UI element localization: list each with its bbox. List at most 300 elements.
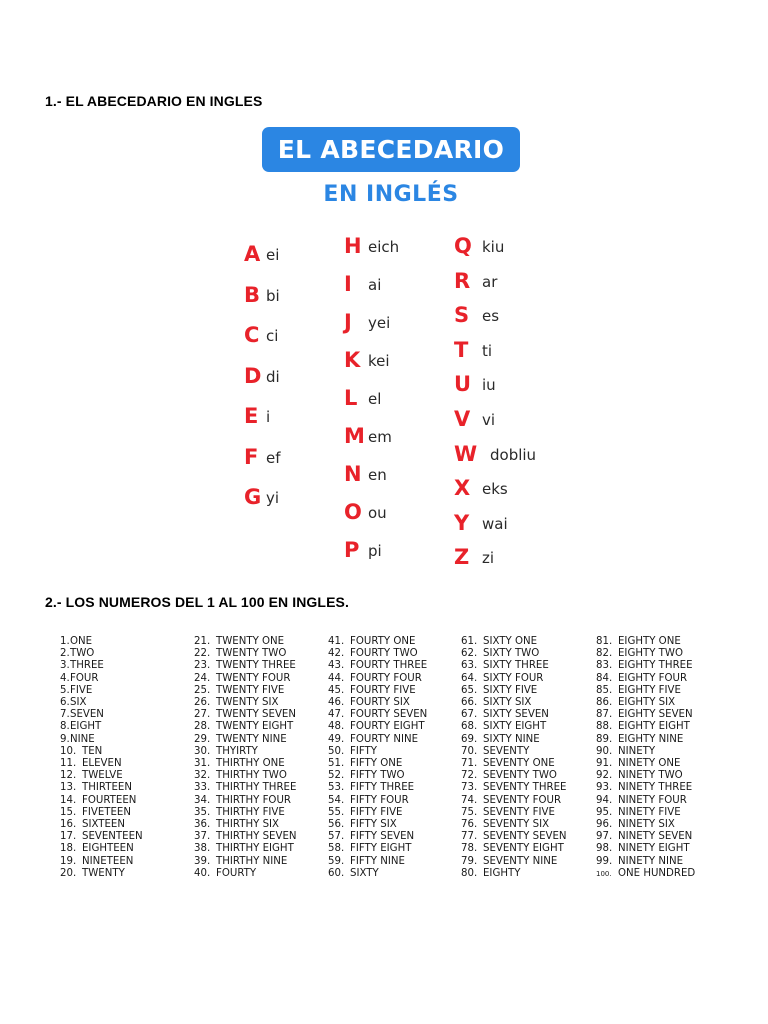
number-word: FOURTY TWO <box>350 648 418 660</box>
letter-glyph: J <box>344 310 352 334</box>
letter-glyph: E <box>244 404 259 428</box>
number-word: TWENTY TWO <box>216 648 287 660</box>
number-entry <box>596 721 690 733</box>
number-word: SEVENTY <box>483 745 530 757</box>
number-word: FIFTY ONE <box>350 758 403 769</box>
number-entry <box>60 868 125 880</box>
number-entry <box>328 697 410 709</box>
number-digit: 94. <box>596 794 613 806</box>
number-digit: 17. <box>60 831 77 843</box>
number-word: NINE <box>70 733 95 745</box>
number-word: THIRTEEN <box>82 782 132 794</box>
number-word: SIXTEEN <box>82 819 125 830</box>
number-entry <box>328 819 397 831</box>
number-entry <box>194 770 287 782</box>
number-word: ONE HUNDRED <box>618 867 696 879</box>
number-digit: 69. <box>461 733 478 745</box>
number-entry <box>194 673 290 685</box>
number-entry <box>328 709 427 721</box>
letter-glyph: G <box>244 485 262 509</box>
number-word: NINETY FOUR <box>618 794 687 806</box>
number-entry <box>194 721 293 733</box>
number-word: SEVENTY THREE <box>483 782 567 794</box>
number-word: THREE <box>70 660 104 672</box>
letter-pronunciation: el <box>368 390 382 408</box>
number-entry <box>194 843 294 855</box>
number-digit: 72. <box>461 770 478 782</box>
number-word: FIFTY SEVEN <box>350 831 415 843</box>
letter-glyph: O <box>344 500 362 524</box>
number-entry <box>194 819 279 831</box>
number-word: NINETY SEVEN <box>618 831 693 843</box>
number-digit: 97. <box>596 831 613 843</box>
number-entry <box>596 868 695 880</box>
number-entry <box>60 660 104 672</box>
number-digit: 60. <box>328 867 345 879</box>
number-word: SIXTY FOUR <box>483 672 544 684</box>
number-entry <box>60 770 123 782</box>
number-digit: 81. <box>596 636 613 647</box>
number-word: FIFTY TWO <box>350 770 405 782</box>
number-digit: 32. <box>194 770 211 782</box>
number-digit: 37. <box>194 831 211 843</box>
number-entry <box>596 856 683 868</box>
number-digit: 8. <box>60 721 70 733</box>
letter-pronunciation: kiu <box>482 238 505 256</box>
number-word: SIXTY SIX <box>483 697 532 708</box>
number-entry <box>328 782 414 794</box>
letter-pronunciation: yei <box>368 314 391 332</box>
number-digit: 34. <box>194 794 211 806</box>
alphabet-image-title: EL ABECEDARIO <box>262 127 520 172</box>
number-digit: 5. <box>60 684 70 696</box>
number-entry <box>60 746 102 758</box>
letter-pronunciation: ou <box>368 504 387 522</box>
number-digit: 7. <box>60 709 70 721</box>
number-digit: 21. <box>194 636 211 647</box>
number-digit: 19. <box>60 855 77 867</box>
number-word: TWENTY <box>82 867 125 879</box>
number-word: ONE <box>70 636 93 647</box>
number-word: SEVENTY ONE <box>483 758 555 769</box>
number-digit: 57. <box>328 831 345 843</box>
number-digit: 87. <box>596 709 613 721</box>
number-digit: 9. <box>60 733 70 745</box>
number-digit: 55. <box>328 806 345 818</box>
number-digit: 54. <box>328 794 345 806</box>
letter-glyph: R <box>454 268 471 293</box>
number-word: FOURTY FOUR <box>350 672 422 684</box>
number-entry <box>194 795 291 807</box>
number-word: TWENTY FIVE <box>216 684 285 696</box>
number-entry <box>194 697 279 709</box>
letter-glyph: K <box>344 348 361 372</box>
number-entry <box>328 721 425 733</box>
number-entry <box>194 831 297 843</box>
letter-glyph: S <box>454 303 470 328</box>
number-digit: 4. <box>60 672 70 684</box>
number-entry <box>461 673 543 685</box>
letter-pronunciation: pi <box>368 542 382 560</box>
number-word: SEVENTY NINE <box>483 855 558 867</box>
number-entry <box>461 843 564 855</box>
number-word: SEVENTY SIX <box>483 819 550 830</box>
number-word: FIFTY SIX <box>350 819 397 830</box>
number-entry <box>60 758 122 770</box>
number-word: FOURTY SIX <box>350 697 410 708</box>
number-entry <box>596 636 681 648</box>
number-word: SIXTY SEVEN <box>483 709 549 721</box>
number-entry <box>461 660 549 672</box>
letter-glyph: P <box>344 538 360 562</box>
number-digit: 71. <box>461 758 478 769</box>
number-digit: 27. <box>194 709 211 721</box>
number-entry <box>194 856 287 868</box>
letter-pronunciation: ei <box>266 246 280 264</box>
number-entry <box>328 795 409 807</box>
number-entry <box>461 709 549 721</box>
number-word: FOURTY THREE <box>350 660 428 672</box>
number-entry <box>596 831 692 843</box>
number-entry <box>60 648 94 660</box>
number-entry <box>194 746 258 758</box>
number-word: TWENTY NINE <box>216 733 287 745</box>
number-entry <box>328 868 379 880</box>
number-digit: 75. <box>461 806 478 818</box>
number-entry <box>461 697 531 709</box>
number-entry <box>461 782 566 794</box>
letter-glyph: A <box>244 242 261 266</box>
number-entry <box>194 648 286 660</box>
number-entry <box>194 709 296 721</box>
number-digit: 35. <box>194 806 211 818</box>
number-entry <box>596 746 655 758</box>
number-word: SIXTY NINE <box>483 733 540 745</box>
letter-pronunciation: ci <box>266 327 279 345</box>
number-entry <box>194 758 285 770</box>
number-digit: 33. <box>194 782 211 794</box>
number-word: SIXTY EIGHT <box>483 721 547 733</box>
number-word: SEVENTY FIVE <box>483 806 555 818</box>
number-digit: 84. <box>596 672 613 684</box>
number-word: EIGHTY TWO <box>618 648 683 660</box>
number-word: EIGHTEEN <box>82 843 134 855</box>
number-entry <box>60 709 104 721</box>
letter-pronunciation: kei <box>368 352 390 370</box>
number-digit: 49. <box>328 733 345 745</box>
number-digit: 14. <box>60 794 77 806</box>
number-digit: 2. <box>60 648 70 660</box>
letter-pronunciation: es <box>482 307 500 326</box>
number-digit: 42. <box>328 648 345 660</box>
number-digit: 58. <box>328 843 345 855</box>
number-word: THYIRTY <box>216 745 258 757</box>
letter-glyph: D <box>244 363 262 388</box>
number-word: FOURTEEN <box>82 794 137 806</box>
number-entry <box>194 782 296 794</box>
number-word: FOURTY ONE <box>350 636 416 647</box>
number-word: TEN <box>82 745 103 757</box>
number-entry <box>60 636 92 648</box>
number-digit: 90. <box>596 745 613 757</box>
number-entry <box>461 758 555 770</box>
number-word: THIRTHY ONE <box>216 758 285 769</box>
number-entry <box>596 709 693 721</box>
number-word: SEVENTEEN <box>82 831 143 843</box>
number-word: EIGHTY NINE <box>618 733 684 745</box>
number-word: SIXTY THREE <box>483 660 549 672</box>
number-word: TWENTY EIGHT <box>216 721 294 733</box>
number-entry <box>328 807 403 819</box>
number-digit: 13. <box>60 782 77 794</box>
letter-pronunciation: ef <box>266 448 281 467</box>
alphabet-image <box>236 122 536 577</box>
number-word: EIGHT <box>70 721 102 733</box>
number-digit: 12. <box>60 770 77 782</box>
number-digit: 92. <box>596 770 613 782</box>
number-entry <box>194 734 287 746</box>
number-entry <box>461 807 555 819</box>
number-digit: 53. <box>328 782 345 794</box>
letter-pronunciation: dobliu <box>490 445 537 464</box>
number-entry <box>60 856 133 868</box>
letter-pronunciation: en <box>368 466 387 484</box>
number-digit: 6. <box>60 697 70 708</box>
number-digit: 77. <box>461 831 478 843</box>
letter-pronunciation: bi <box>266 286 280 305</box>
number-entry <box>596 758 680 770</box>
number-word: EIGHTY EIGHT <box>618 721 690 733</box>
number-entry <box>461 734 540 746</box>
number-entry <box>461 685 537 697</box>
number-entry <box>596 807 681 819</box>
number-digit: 86. <box>596 697 613 708</box>
number-entry <box>194 660 296 672</box>
number-entry <box>60 697 86 709</box>
number-word: NINETY NINE <box>618 855 684 867</box>
number-word: NINETY EIGHT <box>618 843 690 855</box>
number-word: FIFTY <box>350 745 377 757</box>
number-digit: 28. <box>194 721 211 733</box>
alphabet-image-subtitle: EN INGLÉS <box>323 182 459 207</box>
number-entry <box>60 843 134 855</box>
number-word: FOURTY NINE <box>350 733 419 745</box>
number-entry <box>60 831 143 843</box>
number-entry <box>328 758 402 770</box>
number-word: FOURTY EIGHT <box>350 721 425 733</box>
letter-glyph: F <box>244 444 259 469</box>
number-digit: 91. <box>596 758 613 769</box>
number-entry <box>60 673 98 685</box>
number-digit: 1. <box>60 636 70 647</box>
number-entry <box>194 636 284 648</box>
number-entry <box>596 843 690 855</box>
number-entry <box>60 734 95 746</box>
number-word: NINETY <box>618 745 656 757</box>
number-word: SIXTY FIVE <box>483 684 538 696</box>
letter-glyph: T <box>454 337 469 362</box>
letter-pronunciation: di <box>266 367 280 386</box>
letter-pronunciation: ai <box>368 276 382 294</box>
number-digit: 30. <box>194 745 211 757</box>
letter-glyph: I <box>344 272 352 296</box>
number-digit: 15. <box>60 806 77 818</box>
number-word: NINETY ONE <box>618 758 681 769</box>
number-entry <box>60 685 92 697</box>
number-digit: 40. <box>194 867 211 879</box>
number-entry <box>328 770 405 782</box>
number-word: NINETY FIVE <box>618 806 681 818</box>
number-word: FOURTY SEVEN <box>350 709 428 721</box>
number-digit: 98. <box>596 843 613 855</box>
letter-glyph: Y <box>454 510 470 535</box>
number-digit: 89. <box>596 733 613 745</box>
number-word: FIFTY THREE <box>350 782 415 794</box>
number-word: FOURTY <box>216 867 257 879</box>
number-digit: 99. <box>596 855 613 867</box>
letter-glyph: Z <box>454 545 470 570</box>
number-entry <box>596 660 693 672</box>
number-digit: 18. <box>60 843 77 855</box>
number-word: SIXTY TWO <box>483 648 540 660</box>
number-word: FIFTY FIVE <box>350 806 403 818</box>
number-digit: 56. <box>328 819 345 830</box>
number-entry <box>461 856 557 868</box>
number-digit: 68. <box>461 721 478 733</box>
number-entry <box>461 721 546 733</box>
letter-pronunciation: eks <box>482 480 508 499</box>
letter-glyph: W <box>454 441 478 466</box>
number-word: EIGHTY FIVE <box>618 684 681 696</box>
number-entry <box>596 685 681 697</box>
number-digit: 65. <box>461 684 478 696</box>
number-entry <box>60 819 125 831</box>
number-digit: 20. <box>60 867 77 879</box>
letter-pronunciation: yi <box>266 489 280 507</box>
number-digit: 85. <box>596 684 613 696</box>
number-entry <box>328 856 405 868</box>
number-entry <box>328 831 414 843</box>
number-word: NINETY SIX <box>618 819 675 830</box>
number-digit: 45. <box>328 684 345 696</box>
number-word: SEVENTY EIGHT <box>483 843 564 855</box>
number-entry <box>328 843 411 855</box>
number-digit: 25. <box>194 684 211 696</box>
number-word: NINETY THREE <box>618 782 693 794</box>
letter-glyph: V <box>454 407 471 431</box>
number-digit: 74. <box>461 794 478 806</box>
number-digit: 29. <box>194 733 211 745</box>
number-word: EIGHTY <box>483 867 521 879</box>
number-digit: 41. <box>328 636 345 647</box>
number-word: THIRTHY FOUR <box>216 794 291 806</box>
number-word: TWENTY SEVEN <box>216 709 296 721</box>
number-word: TWENTY THREE <box>216 660 296 672</box>
number-word: SEVENTY SEVEN <box>483 831 567 843</box>
number-entry <box>328 648 418 660</box>
letter-glyph: B <box>244 282 261 307</box>
number-entry <box>596 734 683 746</box>
number-entry <box>194 868 256 880</box>
number-word: SEVENTY TWO <box>483 770 557 782</box>
number-digit: 76. <box>461 819 478 830</box>
number-word: FIFTY NINE <box>350 855 405 867</box>
number-word: THIRTHY FIVE <box>216 806 285 818</box>
number-entry <box>60 782 132 794</box>
number-word: NINETY TWO <box>618 770 683 782</box>
number-word: SIXTY <box>350 867 379 879</box>
number-digit: 59. <box>328 855 345 867</box>
number-entry <box>596 795 687 807</box>
number-digit: 67. <box>461 709 478 721</box>
number-word: TWELVE <box>82 770 123 782</box>
number-entry <box>596 782 692 794</box>
number-word: THIRTHY TWO <box>216 770 287 782</box>
number-word: TWENTY FOUR <box>216 672 291 684</box>
number-word: THIRTHY NINE <box>216 855 288 867</box>
number-digit: 38. <box>194 843 211 855</box>
number-entry <box>596 697 675 709</box>
letter-glyph: U <box>454 372 472 397</box>
number-digit: 63. <box>461 660 478 672</box>
number-digit: 62. <box>461 648 478 660</box>
number-entry <box>461 648 539 660</box>
letter-glyph: C <box>244 323 260 347</box>
number-entry <box>328 636 415 648</box>
letter-glyph: M <box>344 424 365 448</box>
number-entry <box>461 770 557 782</box>
number-entry <box>596 673 687 685</box>
letter-pronunciation: vi <box>482 411 496 429</box>
number-entry <box>194 685 284 697</box>
number-entry <box>328 685 416 697</box>
number-word: FIVETEEN <box>82 806 131 818</box>
number-word: FOURTY FIVE <box>350 684 416 696</box>
number-digit: 83. <box>596 660 613 672</box>
number-entry <box>328 673 422 685</box>
number-entry <box>596 648 683 660</box>
number-word: EIGHTY SIX <box>618 697 676 708</box>
number-word: SEVENTY FOUR <box>483 794 562 806</box>
letter-pronunciation: eich <box>368 238 400 256</box>
number-digit: 43. <box>328 660 345 672</box>
number-digit: 3. <box>60 660 70 672</box>
letter-glyph: N <box>344 462 362 486</box>
letter-glyph: Q <box>454 234 472 258</box>
number-entry <box>596 770 683 782</box>
number-entry <box>328 734 418 746</box>
letter-pronunciation: i <box>266 408 271 426</box>
number-digit: 52. <box>328 770 345 782</box>
number-entry <box>328 660 427 672</box>
number-word: FOUR <box>70 672 99 684</box>
number-word: SIXTY ONE <box>483 636 538 647</box>
number-digit: 26. <box>194 697 211 708</box>
number-digit: 61. <box>461 636 478 647</box>
number-entry <box>461 746 529 758</box>
number-digit: 22. <box>194 648 211 660</box>
number-digit: 23. <box>194 660 211 672</box>
number-digit: 10. <box>60 745 77 757</box>
number-digit: 100. <box>596 869 612 878</box>
number-digit: 88. <box>596 721 613 733</box>
number-word: THIRTHY SIX <box>216 819 280 830</box>
number-entry <box>60 807 131 819</box>
number-digit: 50. <box>328 745 345 757</box>
number-word: EIGHTY THREE <box>618 660 693 672</box>
number-digit: 51. <box>328 758 345 769</box>
letter-pronunciation: wai <box>482 514 508 533</box>
